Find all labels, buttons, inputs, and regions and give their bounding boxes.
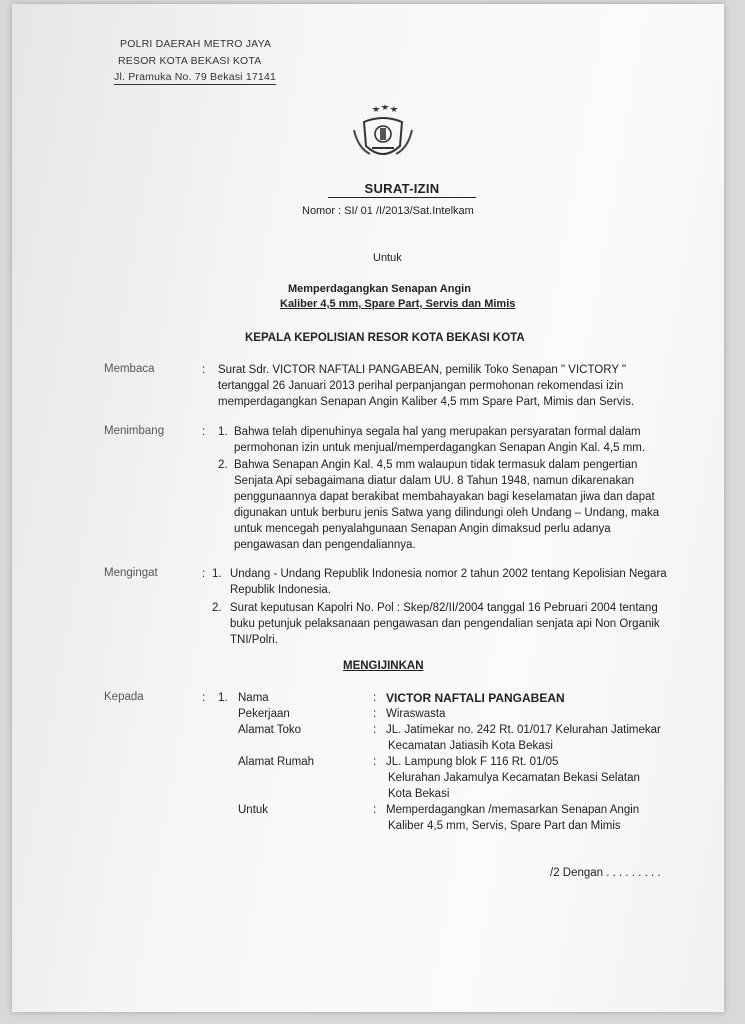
field-colon: :	[373, 724, 377, 736]
mengingat-item-number: 1.	[212, 568, 222, 580]
authority-heading: KEPALA KEPOLISIAN RESOR KOTA BEKASI KOTA	[245, 332, 525, 344]
header-address: Jl. Pramuka No. 79 Bekasi 17141	[114, 71, 277, 83]
mengingat-item-number: 2.	[212, 602, 222, 614]
field-value-untuk: Memperdagangkan /memasarkan Senapan Angin	[386, 804, 640, 816]
field-colon: :	[373, 756, 377, 768]
kepada-number: 1.	[218, 692, 228, 704]
untuk-heading: Untuk	[373, 252, 402, 264]
menimbang-item-number: 1.	[218, 426, 228, 438]
field-label-alamat-toko: Alamat Toko	[238, 724, 302, 736]
field-label-alamat-rumah: Alamat Rumah	[238, 756, 315, 768]
field-value-alamat-rumah: Kelurahan Jakamulya Kecamatan Bekasi Selatan	[388, 772, 640, 784]
field-label-pekerjaan: Pekerjaan	[238, 708, 290, 720]
polri-emblem-icon	[350, 102, 416, 168]
mengijinkan-heading: MENGIJINKAN	[343, 660, 424, 672]
field-value-pekerjaan: Wiraswasta	[386, 708, 446, 720]
purpose-line-1: Memperdagangkan Senapan Angin	[288, 283, 471, 295]
menimbang-item-line: Senjata Api sebagaimana diatur dalam UU. 8 Tahun 1948, namun dikarenakan	[234, 475, 635, 487]
document-title: SURAT-IZIN	[328, 181, 476, 198]
purpose-line-2: Kaliber 4,5 mm, Spare Part, Servis dan Mimis	[280, 298, 516, 310]
menimbang-item-line: pengawasan dan pengendaliannya.	[234, 539, 416, 551]
mengingat-item-line: TNI/Polri.	[230, 634, 278, 646]
field-value-alamat-rumah: JL. Lampung blok F 116 Rt. 01/05	[386, 756, 559, 768]
menimbang-label: Menimbang	[104, 425, 165, 437]
kepada-colon: :	[202, 692, 206, 704]
membaca-line-1: Surat Sdr. VICTOR NAFTALI PANGABEAN, pemilik Toko Senapan " VICTORY "	[218, 364, 627, 376]
field-value-alamat-rumah: Kota Bekasi	[388, 788, 450, 800]
membaca-colon: :	[202, 364, 206, 376]
field-value-alamat-toko: Kecamatan Jatiasih Kota Bekasi	[388, 740, 553, 752]
header-line-2: RESOR KOTA BEKASI KOTA	[118, 55, 262, 67]
mengingat-colon: :	[202, 568, 206, 580]
field-value-alamat-toko: JL. Jatimekar no. 242 Rt. 01/017 Kelurahan Jatimekar	[386, 724, 661, 736]
membaca-line-2: tertanggal 26 Januari 2013 perihal perpanjangan permohonan rekomendasi izin	[218, 380, 624, 392]
mengingat-item-line: Republik Indonesia.	[230, 584, 332, 596]
field-value-untuk: Kaliber 4,5 mm, Servis, Spare Part dan Mimis	[388, 820, 621, 832]
menimbang-item-line: penggunaannya dapat berakibat membahayakan bagi keselamatan jiwa dan dapat	[234, 491, 655, 503]
field-colon: :	[373, 692, 377, 704]
mengingat-item-line: Undang - Undang Republik Indonesia nomor 2 tahun 2002 tentang Kepolisian Negara	[230, 568, 667, 580]
membaca-line-3: memperdagangkan Senapan Angin Kaliber 4,5 mm Spare Part, Mimis dan Servis.	[218, 396, 635, 408]
field-label-untuk: Untuk	[238, 804, 269, 816]
page-continuation: /2 Dengan . . . . . . . . .	[550, 867, 661, 879]
field-colon: :	[373, 708, 377, 720]
document-page	[12, 4, 724, 1012]
menimbang-item-line: permohonan izin untuk menjual/memperdagangkan Senapan Angin Kal. 4,5 mm.	[234, 442, 646, 454]
mengingat-item-line: Surat keputusan Kapolri No. Pol : Skep/82/II/2004 tanggal 16 Pebruari 2004 tentang	[230, 602, 658, 614]
menimbang-item-line: Bahwa telah dipenuhinya segala hal yang merupakan persyaratan formal dalam	[234, 426, 641, 438]
document-number: Nomor : SI/ 01 /I/2013/Sat.Intelkam	[302, 205, 474, 217]
membaca-label: Membaca	[104, 363, 155, 375]
menimbang-item-number: 2.	[218, 459, 228, 471]
menimbang-item-line: untuk mencegah penyalahgunaan Senapan Angin dimaksud perlu adanya	[234, 523, 611, 535]
field-label-nama: Nama	[238, 692, 269, 704]
field-value-nama: VICTOR NAFTALI PANGABEAN	[386, 691, 565, 705]
menimbang-item-line: digunakan untuk berburu jenis Satwa yang dilindungi oleh Undang – Undang, maka	[234, 507, 660, 519]
field-colon: :	[373, 804, 377, 816]
menimbang-item-line: Bahwa Senapan Angin Kal. 4,5 mm walaupun tidak termasuk dalam pengertian	[234, 459, 638, 471]
header-line-1: POLRI DAERAH METRO JAYA	[120, 38, 272, 50]
mengingat-label: Mengingat	[104, 567, 158, 579]
kepada-label: Kepada	[104, 691, 144, 703]
menimbang-colon: :	[202, 426, 206, 438]
mengingat-item-line: buku petunjuk pelaksanaan pengawasan dan pengendalian senjata api Non Organik	[230, 618, 660, 630]
